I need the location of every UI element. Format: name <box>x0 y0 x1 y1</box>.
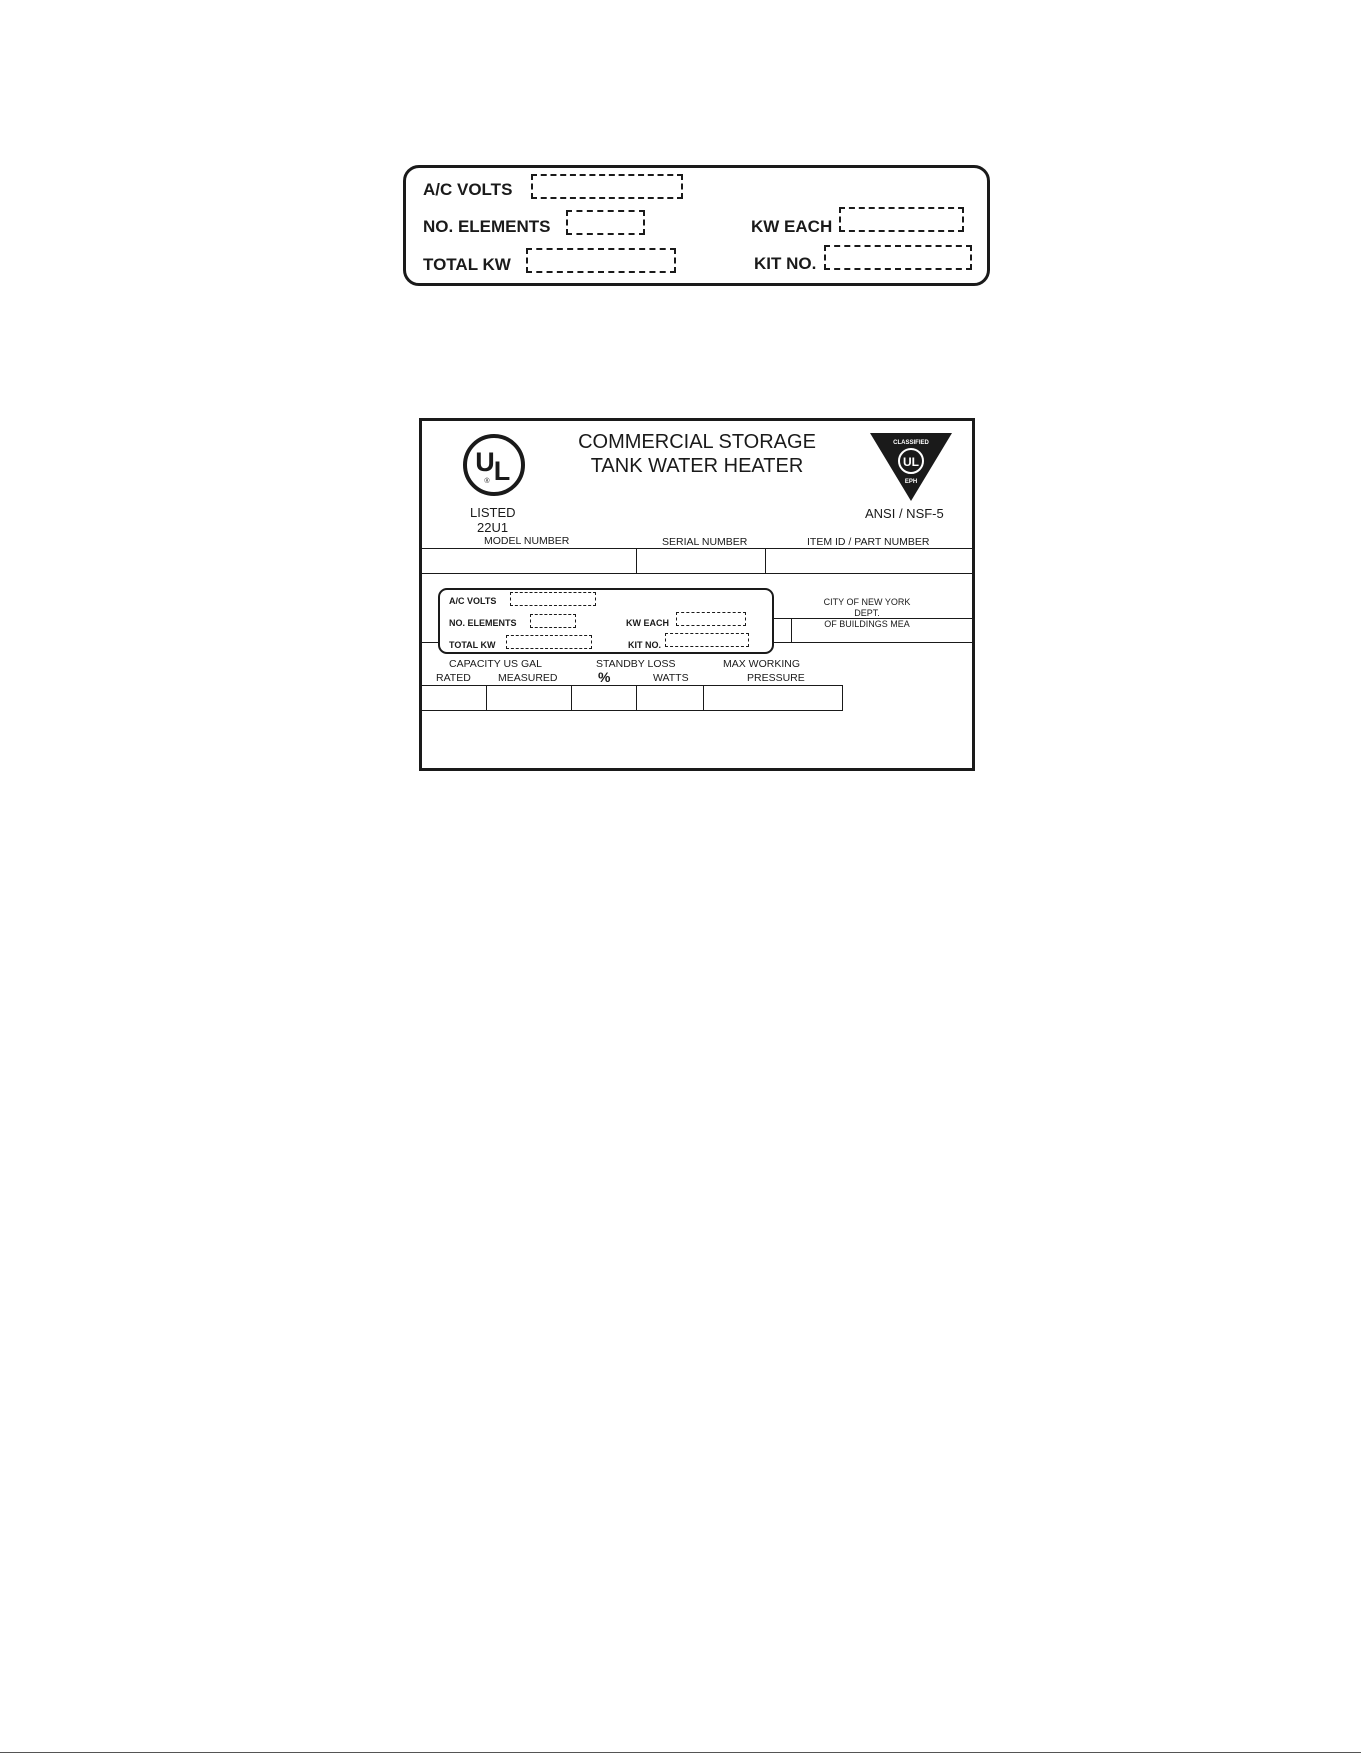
row-1-divider-a <box>636 548 637 573</box>
listed-text: LISTED <box>470 505 516 520</box>
mini-kw-each-field[interactable] <box>676 612 746 626</box>
element-rating-label <box>403 165 990 286</box>
mini-total-kw-field[interactable] <box>506 635 592 649</box>
mini-rating-label <box>438 588 774 654</box>
kw-each-label: KW EACH <box>751 217 833 236</box>
row-3-divider-e <box>842 685 843 710</box>
page-bottom-rule <box>0 1752 1361 1753</box>
pressure-header: PRESSURE <box>747 672 805 684</box>
capacity-header: CAPACITY US GAL <box>449 658 542 670</box>
mini-ac-volts-label: A/C VOLTS <box>449 596 497 606</box>
row-3-divider-c <box>636 685 637 710</box>
measured-header: MEASURED <box>498 672 558 684</box>
standby-loss-header: STANDBY LOSS <box>596 658 676 670</box>
ac-volts-field[interactable] <box>531 174 683 199</box>
svg-text:U: U <box>475 447 495 477</box>
mini-kw-each-label: KW EACH <box>626 618 669 628</box>
row-3-divider-b <box>571 685 572 710</box>
row-3-bottom-rule <box>422 710 843 711</box>
kit-no-field[interactable] <box>824 245 972 270</box>
nyc-mea-text: CITY OF NEW YORK DEPT. OF BUILDINGS MEA <box>823 597 911 629</box>
kit-no-label: KIT NO. <box>754 254 817 273</box>
svg-text:®: ® <box>484 478 490 485</box>
svg-text:EPH: EPH <box>904 479 918 485</box>
mini-ac-volts-field[interactable] <box>510 592 596 606</box>
row-3-divider-a <box>486 685 487 710</box>
total-kw-label: TOTAL KW <box>423 255 511 274</box>
item-id-header: ITEM ID / PART NUMBER <box>807 536 930 548</box>
mini-kit-no-label: KIT NO. <box>628 640 661 650</box>
title-line-1: COMMERCIAL STORAGE <box>578 431 816 453</box>
mini-kit-no-field[interactable] <box>665 633 749 647</box>
kw-each-field[interactable] <box>839 207 964 232</box>
row-1-bottom-rule <box>422 573 972 574</box>
serial-number-header: SERIAL NUMBER <box>662 536 748 548</box>
no-elements-field[interactable] <box>566 210 645 235</box>
mini-no-elements-field[interactable] <box>530 614 576 628</box>
title-line-2: TANK WATER HEATER <box>590 455 804 477</box>
water-heater-nameplate <box>419 418 975 771</box>
mini-total-kw-label: TOTAL KW <box>449 640 496 650</box>
percent-header: % <box>598 669 611 685</box>
svg-text:CLASSIFIED: CLASSIFIED <box>893 440 929 446</box>
ac-volts-label: A/C VOLTS <box>423 180 513 199</box>
watts-header: WATTS <box>653 672 689 684</box>
max-working-header: MAX WORKING <box>723 658 801 670</box>
row-3-divider-d <box>703 685 704 710</box>
svg-text:L: L <box>493 456 511 486</box>
model-number-header: MODEL NUMBER <box>484 535 570 547</box>
no-elements-label: NO. ELEMENTS <box>423 217 551 236</box>
ansi-nsf-text: ANSI / NSF-5 <box>865 506 944 521</box>
row-1-divider-b <box>765 548 766 573</box>
total-kw-field[interactable] <box>526 248 676 273</box>
ul-classified-icon <box>868 431 954 503</box>
nyc-divider <box>791 618 792 642</box>
row-1-top-rule <box>422 548 972 549</box>
mini-no-elements-label: NO. ELEMENTS <box>449 618 517 628</box>
rated-header: RATED <box>436 672 471 684</box>
listed-code: 22U1 <box>477 520 509 535</box>
row-3-top-rule <box>422 685 842 686</box>
nyc-top-rule <box>774 618 972 619</box>
svg-text:UL: UL <box>903 455 919 469</box>
